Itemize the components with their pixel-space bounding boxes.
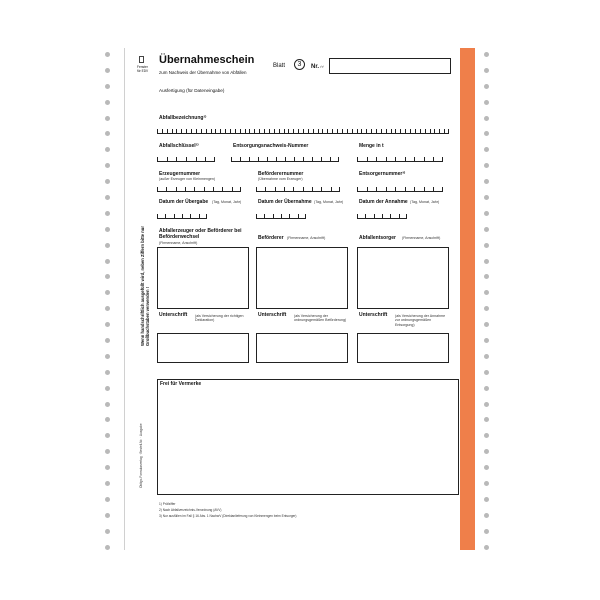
vermerke-box[interactable] [157, 379, 459, 495]
comb-tick [386, 157, 387, 161]
comb-tick [157, 214, 158, 218]
datum-uebernahme-comb[interactable] [256, 213, 306, 219]
comb-tick [406, 214, 407, 218]
comb-tick [186, 129, 187, 133]
comb-tick [167, 157, 168, 161]
comb-tick [166, 187, 167, 191]
perforation-hole [105, 338, 110, 343]
comb-tick [245, 129, 246, 133]
abfallerzeuger-box[interactable] [157, 247, 249, 309]
comb-tick [376, 187, 377, 191]
comb-tick [240, 187, 241, 191]
blatt-number-circle: 3 [294, 59, 305, 70]
perforation-hole [105, 497, 110, 502]
perforation-hole [484, 513, 489, 518]
comb-tick [357, 129, 358, 133]
comb-tick [293, 187, 294, 191]
right-perforation [484, 52, 490, 561]
comb-tick [172, 129, 173, 133]
perforation-hole [484, 449, 489, 454]
perforation-hole [484, 290, 489, 295]
befoerderernummer-note: (Übernahme vom Erzeuger) [258, 177, 303, 181]
comb-tick [371, 129, 372, 133]
comb-tick [386, 129, 387, 133]
comb-tick [433, 157, 434, 161]
comb-tick [191, 129, 192, 133]
comb-tick [400, 129, 401, 133]
unterschrift-1-box[interactable] [157, 333, 249, 363]
perforation-hole [484, 195, 489, 200]
comb-tick [220, 129, 221, 133]
comb-tick [376, 129, 377, 133]
perforation-hole [105, 52, 110, 57]
perforation-hole [105, 386, 110, 391]
comb-tick [186, 157, 187, 161]
perforation-hole [105, 116, 110, 121]
datum-uebergabe-label: Datum der Übergabe [159, 199, 209, 205]
comb-tick [181, 129, 182, 133]
comb-tick [331, 187, 332, 191]
comb-tick [281, 214, 282, 218]
perforation-hole [105, 211, 110, 216]
left-perforation [105, 52, 111, 561]
comb-tick [303, 187, 304, 191]
comb-tick [312, 187, 313, 191]
comb-tick [264, 129, 265, 133]
comb-tick [206, 214, 207, 218]
perforation-hole [105, 163, 110, 168]
comb-tick [430, 129, 431, 133]
comb-tick [357, 157, 358, 161]
abfallentsorger-label: Abfallentsorger [359, 235, 396, 241]
blatt-label: Blatt [273, 63, 286, 69]
comb-tick [442, 157, 443, 161]
perforation-hole [484, 131, 489, 136]
comb-tick [232, 187, 233, 191]
comb-tick [374, 214, 375, 218]
datum-uebernahme-label: Datum der Übernahme [258, 199, 312, 205]
entsorgernummer-label: Entsorgernummer³⁾ [359, 171, 406, 177]
perforation-hole [105, 417, 110, 422]
abfallerzeuger-note: (Firmenname, Anschrift) [159, 241, 198, 245]
perforation-hole [484, 147, 489, 152]
comb-tick [176, 157, 177, 161]
comb-tick [182, 214, 183, 218]
form-title: Übernahmeschein [159, 54, 255, 66]
nr-input-box[interactable] [329, 58, 451, 74]
comb-tick [213, 187, 214, 191]
comb-tick [157, 129, 158, 133]
comb-tick [240, 157, 241, 161]
comb-tick [269, 129, 270, 133]
perforation-hole [105, 243, 110, 248]
erzeugernummer-note: (außer Erzeuger von Kleinmengen) [159, 177, 216, 181]
perforation-hole [105, 370, 110, 375]
comb-tick [157, 157, 158, 161]
befoerderer-box[interactable] [256, 247, 348, 309]
comb-tick [240, 129, 241, 133]
perforation-hole [484, 163, 489, 168]
footnote-3: 3) Nur ausfüllen im Fall § 16 Abs. 1 NachwV (Direktanlieferung von Kleinmengen beim Entsorger) [159, 514, 297, 518]
unterschrift-1-note: (als Versicherung der richtigen Deklaration) [195, 314, 244, 323]
unterschrift-2-note: (als Versicherung der ordnungsgemäßen Beförderung) [294, 314, 347, 323]
comb-tick [361, 129, 362, 133]
perforation-hole [484, 322, 489, 327]
perforation-hole [105, 322, 110, 327]
perforation-hole [484, 386, 489, 391]
perforation-hole [484, 402, 489, 407]
comb-tick [267, 157, 268, 161]
comb-tick [230, 129, 231, 133]
perforation-hole [484, 100, 489, 105]
perforation-hole [105, 259, 110, 264]
comb-tick [249, 129, 250, 133]
comb-tick [279, 129, 280, 133]
abfallbezeichnung-comb[interactable] [157, 128, 449, 134]
comb-tick [176, 129, 177, 133]
comb-tick [327, 129, 328, 133]
perforation-hole [484, 433, 489, 438]
unterschrift-1-label: Unterschrift [159, 312, 188, 318]
datum-uebernahme-note: (Tag, Monat, Jahr) [314, 200, 344, 204]
comb-tick [258, 157, 259, 161]
comb-tick [312, 157, 313, 161]
perforation-hole [484, 227, 489, 232]
comb-tick [288, 129, 289, 133]
perforation-hole [484, 243, 489, 248]
comb-tick [196, 157, 197, 161]
comb-tick [433, 187, 434, 191]
comb-tick [405, 187, 406, 191]
comb-tick [338, 157, 339, 161]
perforation-hole [105, 433, 110, 438]
comb-tick [415, 129, 416, 133]
comb-tick [395, 129, 396, 133]
comb-tick [284, 187, 285, 191]
perforation-hole [484, 116, 489, 121]
comb-tick [405, 129, 406, 133]
comb-tick [174, 214, 175, 218]
comb-tick [382, 214, 383, 218]
comb-tick [308, 129, 309, 133]
befoerderer-note: (Firmenname, Anschrift) [287, 236, 326, 240]
unterschrift-3-label: Unterschrift [359, 312, 388, 318]
befoerderernummer-comb[interactable] [256, 186, 340, 192]
comb-tick [420, 129, 421, 133]
comb-tick [273, 214, 274, 218]
comb-tick [322, 129, 323, 133]
perforation-hole [484, 354, 489, 359]
comb-tick [444, 129, 445, 133]
comb-tick [256, 214, 257, 218]
comb-tick [357, 214, 358, 218]
unterschrift-2-box[interactable] [256, 333, 348, 363]
comb-tick [249, 157, 250, 161]
perforation-hole [484, 529, 489, 534]
perforation-hole [484, 84, 489, 89]
perforation-hole [105, 147, 110, 152]
comb-tick [165, 214, 166, 218]
comb-tick [434, 129, 435, 133]
comb-tick [366, 129, 367, 133]
comb-tick [204, 187, 205, 191]
comb-tick [395, 157, 396, 161]
entsorgungsnachweis-comb[interactable] [231, 156, 339, 162]
abfallerzeuger-label: Abfallerzeuger oder Beförderer bei Beförderwechsel [159, 228, 242, 240]
comb-tick [410, 129, 411, 133]
datum-annahme-label: Datum der Annahme [359, 199, 408, 205]
comb-tick [367, 187, 368, 191]
datum-annahme-comb[interactable] [357, 213, 407, 219]
perforation-hole [484, 338, 489, 343]
comb-tick [276, 157, 277, 161]
menge-comb[interactable] [357, 156, 443, 162]
comb-tick [357, 187, 358, 191]
perforation-hole [105, 449, 110, 454]
entsorgernummer-comb[interactable] [357, 186, 443, 192]
perforation-hole [484, 545, 489, 550]
perforation-hole [105, 306, 110, 311]
orange-margin-stripe [460, 48, 475, 550]
perforation-hole [484, 211, 489, 216]
perforation-hole [484, 68, 489, 73]
perforation-hole [105, 529, 110, 534]
comb-tick [201, 129, 202, 133]
menge-label: Menge in t [359, 143, 384, 149]
perforation-hole [105, 274, 110, 279]
comb-tick [321, 157, 322, 161]
perforation-hole [105, 100, 110, 105]
befoerderernummer-label: Beförderernummer [258, 171, 304, 177]
comb-tick [274, 129, 275, 133]
abfallschluessel-label: Abfallschlüssel²⁾ [159, 143, 199, 149]
datum-annahme-note: (Tag, Monat, Jahr) [410, 200, 440, 204]
comb-tick [275, 187, 276, 191]
comb-tick [318, 129, 319, 133]
comb-tick [222, 187, 223, 191]
comb-tick [185, 187, 186, 191]
comb-tick [215, 129, 216, 133]
perforation-hole [105, 290, 110, 295]
abfallentsorger-box[interactable] [357, 247, 449, 309]
comb-tick [448, 129, 449, 133]
comb-tick [214, 157, 215, 161]
perforation-hole [105, 179, 110, 184]
comb-tick [157, 187, 158, 191]
comb-tick [332, 129, 333, 133]
comb-tick [293, 129, 294, 133]
edv-window-label: Fenster für EDV [137, 65, 149, 73]
comb-tick [442, 187, 443, 191]
comb-tick [264, 214, 265, 218]
perforation-hole [484, 497, 489, 502]
comb-tick [395, 187, 396, 191]
befoerderer-label: Beförderer [258, 235, 284, 241]
comb-tick [347, 129, 348, 133]
comb-tick [211, 129, 212, 133]
unterschrift-2-label: Unterschrift [258, 312, 287, 318]
perforation-hole [105, 195, 110, 200]
perforation-hole [484, 481, 489, 486]
comb-tick [303, 157, 304, 161]
perforation-hole [105, 465, 110, 470]
comb-tick [424, 157, 425, 161]
abfallschluessel-comb[interactable] [157, 156, 215, 162]
footnote-2: 2) Nach Abfallverzeichnis-Verordnung (AVV) [159, 508, 222, 512]
comb-tick [167, 129, 168, 133]
comb-tick [285, 157, 286, 161]
comb-tick [206, 129, 207, 133]
erzeugernummer-label: Erzeugernummer [159, 171, 201, 177]
copy-note: Ausfertigung (für Dateneingabe) [159, 88, 225, 93]
perforation-hole [484, 259, 489, 264]
comb-tick [284, 129, 285, 133]
comb-tick [424, 187, 425, 191]
nr-label: Nr. [311, 64, 320, 70]
unterschrift-3-note: (als Versicherung der Annahme zur ordnungsgemäßen Entsorgung) [395, 314, 446, 327]
perforation-hole [484, 465, 489, 470]
comb-tick [367, 157, 368, 161]
perforation-hole [105, 68, 110, 73]
datum-uebergabe-note: (Tag, Monat, Jahr) [212, 200, 242, 204]
comb-tick [339, 187, 340, 191]
entsorgungsnachweis-label: Entsorgungsnachweis-Nummer [233, 143, 309, 149]
comb-tick [425, 129, 426, 133]
comb-tick [365, 214, 366, 218]
comb-tick [381, 129, 382, 133]
comb-tick [256, 187, 257, 191]
comb-tick [289, 214, 290, 218]
perforation-hole [105, 402, 110, 407]
comb-tick [313, 129, 314, 133]
abfallbezeichnung-label: Abfallbezeichnung²⁾ [159, 115, 207, 121]
comb-tick [259, 129, 260, 133]
comb-tick [414, 157, 415, 161]
perforation-hole [484, 417, 489, 422]
comb-tick [235, 129, 236, 133]
nr-footnote-mark: ¹⁾²⁾ [320, 65, 325, 69]
perforation-hole [105, 513, 110, 518]
comb-tick [337, 129, 338, 133]
comb-tick [190, 214, 191, 218]
perforation-hole [105, 131, 110, 136]
comb-tick [303, 129, 304, 133]
comb-tick [321, 187, 322, 191]
comb-tick [294, 157, 295, 161]
comb-tick [342, 129, 343, 133]
comb-tick [352, 129, 353, 133]
perforation-hole [105, 545, 110, 550]
comb-tick [194, 187, 195, 191]
perforation-hole [484, 370, 489, 375]
comb-tick [298, 214, 299, 218]
perforation-hole [105, 354, 110, 359]
comb-tick [330, 157, 331, 161]
comb-tick [439, 129, 440, 133]
vermerke-label: Frei für Vermerke [160, 381, 202, 387]
comb-tick [254, 129, 255, 133]
comb-tick [414, 187, 415, 191]
publisher-note: Obligo-Formularverlag · Bestell-Nr. · Ausgabe [139, 423, 143, 488]
comb-tick [265, 187, 266, 191]
comb-tick [298, 129, 299, 133]
comb-tick [196, 129, 197, 133]
perforation-hole [484, 306, 489, 311]
perforation-hole [105, 84, 110, 89]
comb-tick [205, 157, 206, 161]
comb-tick [176, 187, 177, 191]
handwriting-note: Wenn handschriftlich ausgefüllt wird, neben Ziffern bitte nur Großbuchstaben verwenden ! [140, 226, 151, 346]
erzeugernummer-comb[interactable] [157, 186, 241, 192]
abfallentsorger-note: (Firmenname, Anschrift) [402, 236, 441, 240]
comb-tick [162, 129, 163, 133]
comb-tick [391, 129, 392, 133]
comb-tick [390, 214, 391, 218]
comb-tick [376, 157, 377, 161]
comb-tick [386, 187, 387, 191]
comb-tick [231, 157, 232, 161]
comb-tick [399, 214, 400, 218]
perforation-hole [484, 274, 489, 279]
unterschrift-3-box[interactable] [357, 333, 449, 363]
form-subtitle: zum Nachweis der Übernahme von Abfällen [159, 70, 247, 75]
perforation-hole [105, 227, 110, 232]
perforation-hole [484, 179, 489, 184]
perforation-hole [105, 481, 110, 486]
comb-tick [305, 214, 306, 218]
edv-window-icon [139, 56, 144, 63]
comb-tick [225, 129, 226, 133]
datum-uebergabe-comb[interactable] [157, 213, 207, 219]
footnote-1: 1) Prüfziffer [159, 502, 176, 506]
comb-tick [405, 157, 406, 161]
comb-tick [199, 214, 200, 218]
perforation-hole [484, 52, 489, 57]
